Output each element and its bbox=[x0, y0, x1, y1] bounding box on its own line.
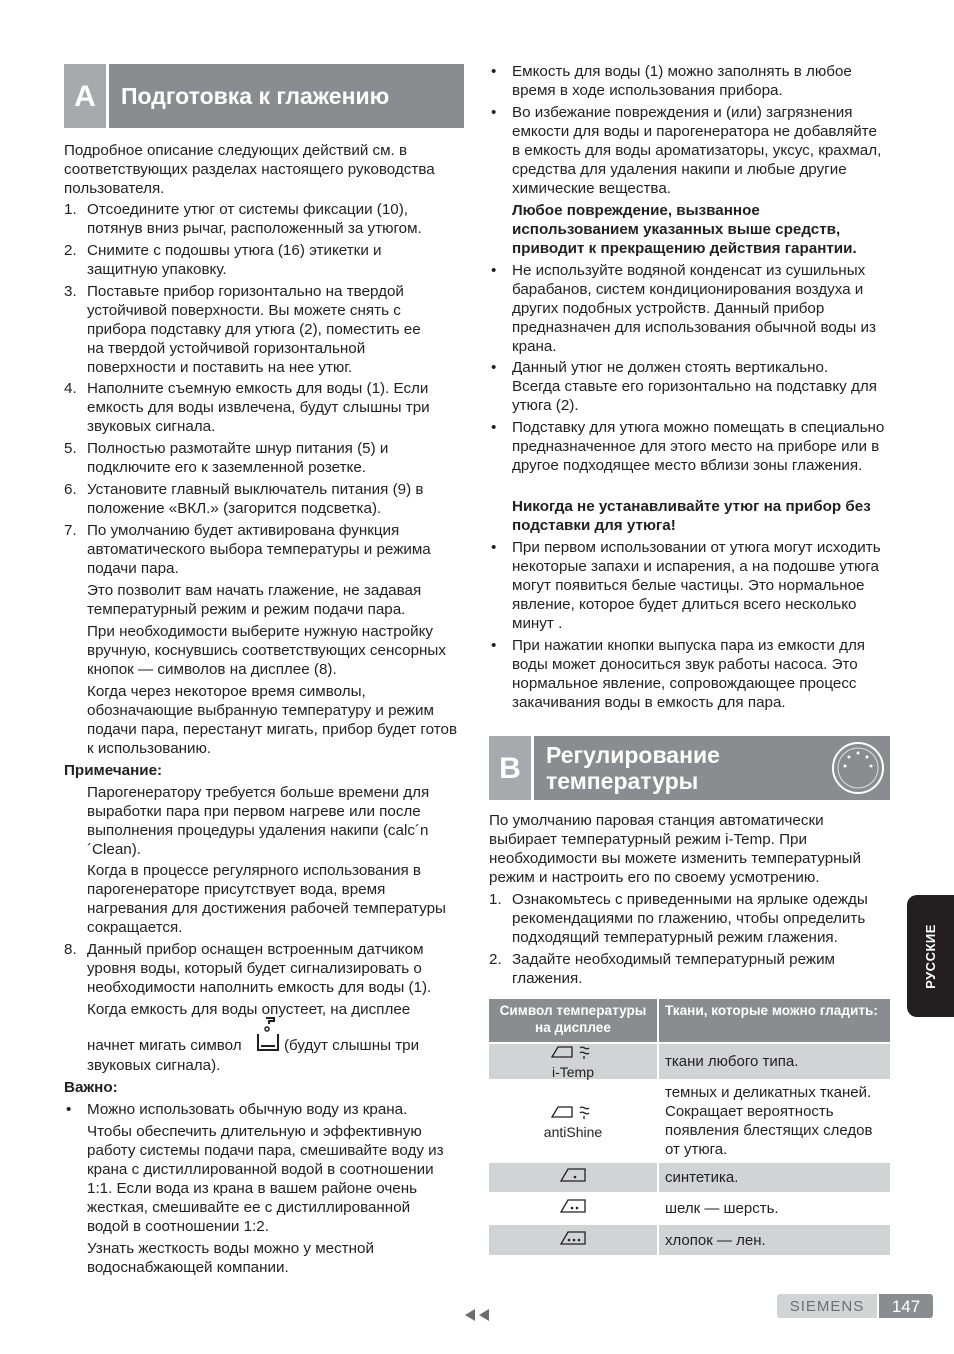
step-7-paragraph-3: При необходимости выберите нужную настройку вручную, коснувшись соответствующих сенсорных кнопок — символов на дисплее (8). bbox=[87, 623, 446, 678]
right-bullet-b: Во избежание повреждения и (или) загрязнения емкости для воды и парогенератора не добавляйте в емкость для воды ароматизаторы, уксус, крахмал, средства для удаления накипи и любые другие химические вещества. bbox=[512, 104, 882, 197]
step-8-paragraph-4: звуковых сигнала). bbox=[87, 1057, 221, 1074]
table-row bbox=[489, 1162, 890, 1193]
table-cell-fabric: ткани любого типа. bbox=[658, 1043, 890, 1080]
iron-antishine-icon bbox=[550, 1104, 596, 1120]
important-label: Важно: bbox=[64, 1079, 118, 1096]
step-8-number: 8. bbox=[64, 941, 77, 958]
step-8-paragraph-3a: начнет мигать символ bbox=[87, 1037, 242, 1054]
step-7-number: 7. bbox=[64, 522, 77, 539]
bullet-icon: • bbox=[491, 104, 497, 121]
iron-one-dot-icon bbox=[559, 1166, 587, 1184]
step-3-text: Поставьте прибор горизонтально на твердой устойчивой поверхности. Вы можете снять с прибора подставку для утюга (2), поместить ее на твердой устойчивой горизонтальной поверхности и поставить на нее утюг. bbox=[87, 283, 421, 376]
language-tab-label: РУССКИЕ bbox=[923, 923, 938, 989]
section-b-title: Регулирование температуры bbox=[531, 736, 890, 800]
bullet-icon: • bbox=[491, 539, 497, 556]
note-paragraph-1: Парогенератору требуется больше времени для выработки пара при первом нагреве или после выполнения процедуры удаления накипи (calc´n´Clean). bbox=[87, 784, 430, 858]
step-3-number: 3. bbox=[64, 283, 77, 300]
step-6-number: 6. bbox=[64, 481, 77, 498]
right-bullet-b-warning: Любое повреждение, вызванное использованием указанных выше средств, приводит к прекращению действия гарантии. bbox=[512, 202, 857, 257]
language-tab bbox=[907, 895, 954, 1017]
symbol-label: antiShine bbox=[543, 1123, 603, 1140]
bullet-icon: • bbox=[491, 63, 497, 80]
table-cell-fabric: темных и деликатных тканей. Сокращает вероятность появления блестящих следов от утюга. bbox=[658, 1080, 890, 1162]
right-bullet-d: Данный утюг не должен стоять вертикально. Всегда ставьте его горизонтально на подставку для утюга (2). bbox=[512, 359, 877, 414]
section-b-step-2-number: 2. bbox=[489, 951, 502, 968]
step-8-paragraph-1: Данный прибор оснащен встроенным датчиком уровня воды, который будет сигнализировать о необходимости наполнить емкость для воды (1). bbox=[87, 941, 432, 996]
step-7-text: По умолчанию будет активирована функция автоматического выбора температуры и режима подачи пара. bbox=[87, 522, 431, 577]
bullet-icon: • bbox=[491, 262, 497, 279]
bullet-icon: • bbox=[491, 359, 497, 376]
section-b-step-2-text: Задайте необходимый температурный режим глажения. bbox=[512, 951, 835, 987]
temperature-dial-icon bbox=[831, 741, 885, 800]
table-row bbox=[489, 1193, 890, 1224]
step-7-paragraph-4: Когда через некоторое время символы, обозначающие выбранную температуру и режим подачи пара, перестанут мигать, прибор будет готов к использованию. bbox=[87, 683, 458, 757]
page-number: 147 bbox=[879, 1294, 933, 1318]
section-b-header bbox=[489, 736, 890, 800]
section-a-letter: A bbox=[64, 64, 106, 128]
symbol-label: i-Temp bbox=[551, 1064, 594, 1080]
iron-three-dots-icon bbox=[559, 1229, 587, 1247]
step-4-number: 4. bbox=[64, 380, 77, 397]
section-a-title: Подготовка к глажению bbox=[106, 64, 464, 128]
table-cell-fabric: хлопок — лен. bbox=[658, 1224, 890, 1255]
table-row bbox=[489, 1224, 890, 1255]
iron-two-dots-icon bbox=[559, 1197, 587, 1215]
important-bullet-1-paragraph-2: Чтобы обеспечить длительную и эффективную работу системы подачи пара, смешивайте воду из крана с дистиллированной водой в соотношении 1:1. Если вода из крана в вашем районе очень жесткая, смешивайте ее с дистиллированной водой в соотношении 1:2. bbox=[87, 1123, 444, 1235]
table-header-fabrics: Ткани, которые можно гладить: bbox=[658, 999, 890, 1043]
step-7-paragraph-2: Это позволит вам начать глажение, не задавая температурный режим и режим подачи пара. bbox=[87, 582, 422, 618]
bullet-icon: • bbox=[491, 637, 497, 654]
section-b-intro: По умолчанию паровая станция автоматически выбирает температурный режим i-Temp. При необходимости вы можете изменить температурный режим и настроить его по своему усмотрению. bbox=[489, 812, 861, 886]
table-header-symbol: Символ температуры на дисплее bbox=[489, 999, 658, 1043]
right-bullet-e: Подставку для утюга можно помещать в специально предназначенное для этого место на приборе или в другое подходящее место вблизи зоны глажения. bbox=[512, 419, 885, 474]
footer-brand: SIEMENS bbox=[777, 1294, 877, 1318]
table-cell-symbol bbox=[489, 1080, 658, 1162]
right-bullet-c: Не используйте водяной конденсат из сушильных барабанов, систем кондиционирования воздуха и других подобных устройств. Данный прибор предназначен для использования обычной воды из крана. bbox=[512, 262, 876, 355]
water-tank-empty-icon bbox=[254, 1016, 282, 1061]
table-cell-symbol bbox=[489, 1162, 658, 1193]
step-1-number: 1. bbox=[64, 201, 77, 218]
step-4-text: Наполните съемную емкость для воды (1). Если емкость для воды извлечена, будут слышны три звуковых сигнала. bbox=[87, 380, 430, 435]
temperature-table bbox=[489, 999, 890, 1255]
step-8-paragraph-2: Когда емкость для воды опустеет, на дисплее bbox=[87, 1001, 411, 1018]
step-2-text: Снимите с подошвы утюга (16) этикетки и защитную упаковку. bbox=[87, 242, 382, 278]
bullet-icon: • bbox=[66, 1101, 72, 1118]
page-nav-arrows-icon[interactable] bbox=[463, 1308, 491, 1327]
bullet-icon: • bbox=[491, 419, 497, 436]
table-row bbox=[489, 1080, 890, 1162]
section-a-intro: Подробное описание следующих действий см. в соответствующих разделах настоящего руководства пользователя. bbox=[64, 142, 435, 197]
step-1-text: Отсоедините утюг от системы фиксации (10), потянув вниз рычаг, расположенный за утюгом. bbox=[87, 201, 422, 237]
right-bullet-f: При первом использовании от утюга могут исходить некоторые запахи и испарения, а на подошве утюга могут появиться белые частицы. Это нормальное явление, которое будет длиться всего несколько минут . bbox=[512, 539, 881, 632]
step-2-number: 2. bbox=[64, 242, 77, 259]
iron-auto-steam-icon bbox=[550, 1044, 596, 1060]
table-cell-symbol bbox=[489, 1224, 658, 1255]
step-5-number: 5. bbox=[64, 440, 77, 457]
table-cell-fabric: синтетика. bbox=[658, 1162, 890, 1193]
table-cell-symbol bbox=[489, 1193, 658, 1224]
note-label: Примечание: bbox=[64, 762, 163, 779]
section-b-step-1-number: 1. bbox=[489, 891, 502, 908]
table-row bbox=[489, 1043, 890, 1080]
right-bullet-e-warning: Никогда не устанавливайте утюг на прибор без подставки для утюга! bbox=[512, 498, 871, 534]
table-cell-symbol bbox=[489, 1043, 658, 1080]
important-bullet-1-paragraph-3: Узнать жесткость воды можно у местной водоснабжающей компании. bbox=[87, 1240, 374, 1276]
section-b-step-1-text: Ознакомьтесь с приведенными на ярлыке одежды рекомендациями по глажению, чтобы определить подходящий температурный режим глажения. bbox=[512, 891, 868, 946]
table-cell-fabric: шелк — шерсть. bbox=[658, 1193, 890, 1224]
step-8-paragraph-3b: (будут слышны три bbox=[284, 1037, 420, 1054]
note-paragraph-2: Когда в процессе регулярного использования в парогенераторе присутствует вода, время нагревания для достижения рабочей температуры сокращается. bbox=[87, 862, 446, 936]
important-bullet-1: Можно использовать обычную воду из крана. bbox=[87, 1101, 408, 1118]
step-5-text: Полностью размотайте шнур питания (5) и подключите его к заземленной розетке. bbox=[87, 440, 389, 476]
step-6-text: Установите главный выключатель питания (9) в положение «ВКЛ.» (загорится подсветка). bbox=[87, 481, 424, 517]
section-b-letter: B bbox=[489, 736, 531, 800]
right-bullet-g: При нажатии кнопки выпуска пара из емкости для воды может доноситься звук работы насоса. Это нормальное явление, сопровождающее процесс закачивания воды в емкость для пара. bbox=[512, 637, 866, 711]
right-bullet-a: Емкость для воды (1) можно заполнять в любое время в ходе использования прибора. bbox=[512, 63, 852, 99]
section-a-header bbox=[64, 64, 464, 128]
